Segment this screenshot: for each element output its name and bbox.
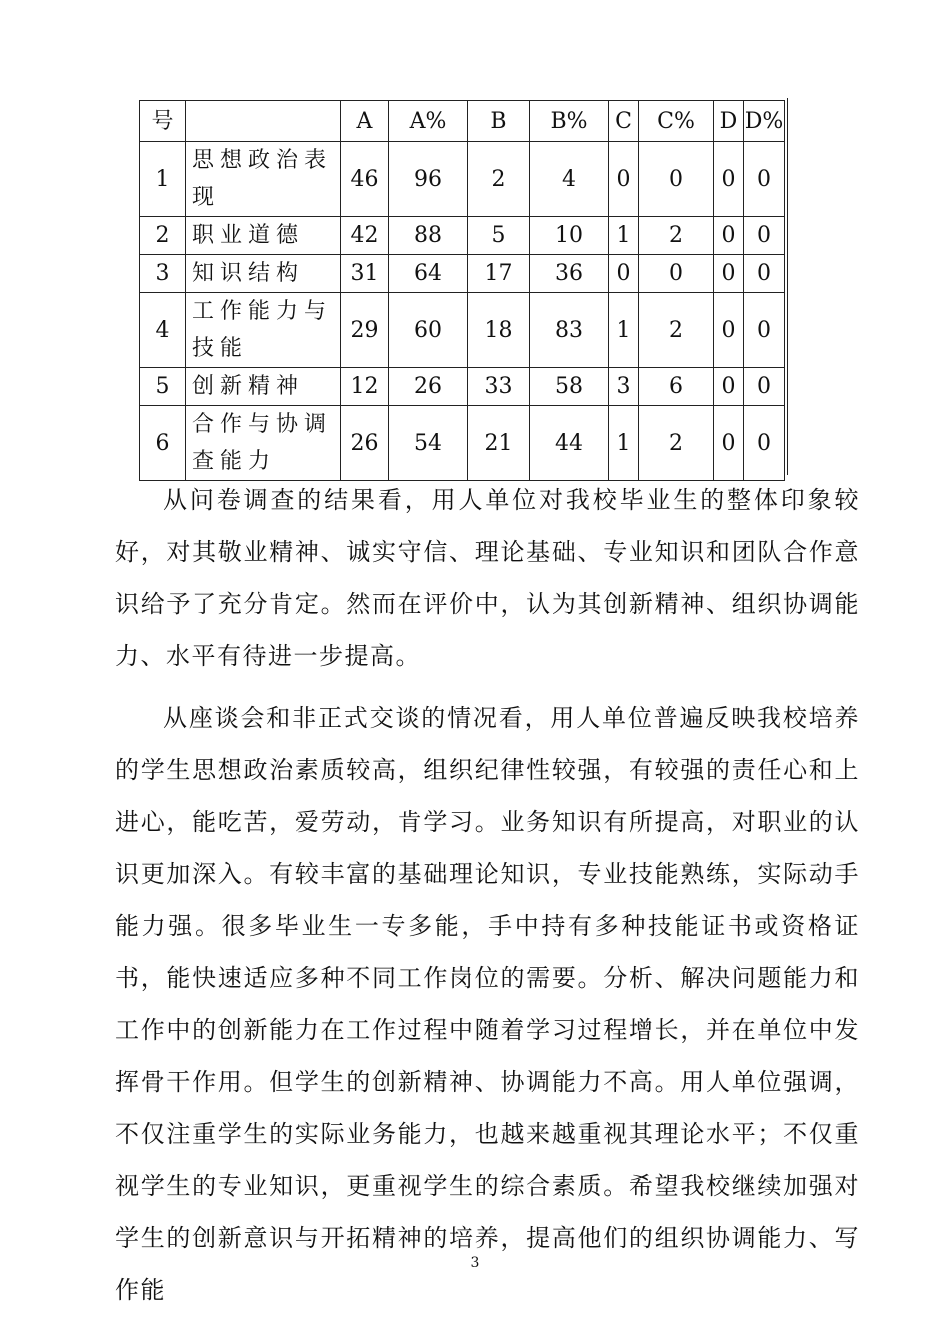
cell-a: 26 [341, 406, 389, 481]
cell-no: 5 [140, 368, 186, 406]
cell-item: 工作能力与技能 [186, 293, 341, 368]
header-b-pct: B% [530, 101, 609, 142]
cell-c: 1 [609, 293, 639, 368]
cell-a-pct: 96 [389, 142, 468, 217]
cell-item: 合作与协调查能力 [186, 406, 341, 481]
cell-c: 3 [609, 368, 639, 406]
cell-item: 知识结构 [186, 255, 341, 293]
cell-a-pct: 54 [389, 406, 468, 481]
cell-b: 33 [468, 368, 530, 406]
table-header-row [140, 101, 785, 142]
cell-a: 42 [341, 217, 389, 255]
paragraph: 从座谈会和非正式交谈的情况看，用人单位普遍反映我校培养的学生思想政治素质较高，组织纪律性较强，有较强的责任心和上进心，能吃苦，爱劳动，肯学习。业务知识有所提高，对职业的认识更加深入。有较丰富的基础理论知识，专业技能熟练，实际动手能力强。很多毕业生一专多能，手中持有多种技能证书或资格证书，能快速适应多种不同工作岗位的需要。分析、解决问题能力和工作中的创新能力在工作过程中随着学习过程增长，并在单位中发挥骨干作用。但学生的创新精神、协调能力不高。用人单位强调，不仅注重学生的实际业务能力，也越来越重视其理论水平；不仅重视学生的专业知识，更重视学生的综合素质。希望我校继续加强对学生的创新意识与开拓精神的培养，提高他们的组织协调能力、写作能 [115, 704, 860, 1304]
cell-no: 1 [140, 142, 186, 217]
cell-d: 0 [714, 368, 744, 406]
cell-d: 0 [714, 255, 744, 293]
cell-b: 5 [468, 217, 530, 255]
cell-c-pct: 0 [639, 142, 714, 217]
cell-d-pct: 0 [744, 255, 785, 293]
cell-c-pct: 6 [639, 368, 714, 406]
header-item [186, 101, 341, 142]
cell-c-pct: 2 [639, 293, 714, 368]
table-right-rule [787, 98, 788, 475]
table-row [140, 368, 785, 406]
cell-a: 12 [341, 368, 389, 406]
cell-a: 31 [341, 255, 389, 293]
paragraph: 从问卷调查的结果看，用人单位对我校毕业生的整体印象较好，对其敬业精神、诚实守信、理论基础、专业知识和团队合作意识给予了充分肯定。然而在评价中，认为其创新精神、组织协调能力、水平有待进一步提高。 [115, 486, 860, 670]
cell-d-pct: 0 [744, 293, 785, 368]
cell-b-pct: 10 [530, 217, 609, 255]
cell-b: 21 [468, 406, 530, 481]
page-number: 3 [470, 1255, 480, 1271]
cell-a: 29 [341, 293, 389, 368]
table-row [140, 217, 785, 255]
cell-b-pct: 4 [530, 142, 609, 217]
cell-b-pct: 36 [530, 255, 609, 293]
survey-table-container [139, 100, 785, 481]
cell-no: 2 [140, 217, 186, 255]
cell-d-pct: 0 [744, 406, 785, 481]
cell-a-pct: 88 [389, 217, 468, 255]
cell-item: 创新精神 [186, 368, 341, 406]
cell-b: 17 [468, 255, 530, 293]
cell-a-pct: 60 [389, 293, 468, 368]
cell-no: 3 [140, 255, 186, 293]
cell-no: 4 [140, 293, 186, 368]
table-row [140, 255, 785, 293]
cell-item: 职业道德 [186, 217, 341, 255]
table-row [140, 142, 785, 217]
table-row [140, 293, 785, 368]
cell-d: 0 [714, 142, 744, 217]
cell-c-pct: 2 [639, 217, 714, 255]
cell-a: 46 [341, 142, 389, 217]
cell-no: 6 [140, 406, 186, 481]
cell-item: 思想政治表现 [186, 142, 341, 217]
cell-c-pct: 0 [639, 255, 714, 293]
cell-d: 0 [714, 293, 744, 368]
cell-b-pct: 44 [530, 406, 609, 481]
cell-d: 0 [714, 406, 744, 481]
table-row [140, 406, 785, 481]
header-a-pct: A% [389, 101, 468, 142]
cell-d: 0 [714, 217, 744, 255]
cell-c: 1 [609, 217, 639, 255]
header-d-pct: D% [744, 101, 785, 142]
header-b: B [468, 101, 530, 142]
body-text [115, 474, 860, 1326]
cell-d-pct: 0 [744, 368, 785, 406]
cell-b: 2 [468, 142, 530, 217]
header-c: C [609, 101, 639, 142]
header-no: 号 [140, 101, 186, 142]
cell-b-pct: 83 [530, 293, 609, 368]
header-d: D [714, 101, 744, 142]
cell-a-pct: 64 [389, 255, 468, 293]
header-a: A [341, 101, 389, 142]
cell-b-pct: 58 [530, 368, 609, 406]
cell-b: 18 [468, 293, 530, 368]
survey-table [139, 100, 785, 481]
cell-c: 1 [609, 406, 639, 481]
cell-d-pct: 0 [744, 142, 785, 217]
cell-c-pct: 2 [639, 406, 714, 481]
header-c-pct: C% [639, 101, 714, 142]
cell-a-pct: 26 [389, 368, 468, 406]
cell-d-pct: 0 [744, 217, 785, 255]
cell-c: 0 [609, 255, 639, 293]
cell-c: 0 [609, 142, 639, 217]
